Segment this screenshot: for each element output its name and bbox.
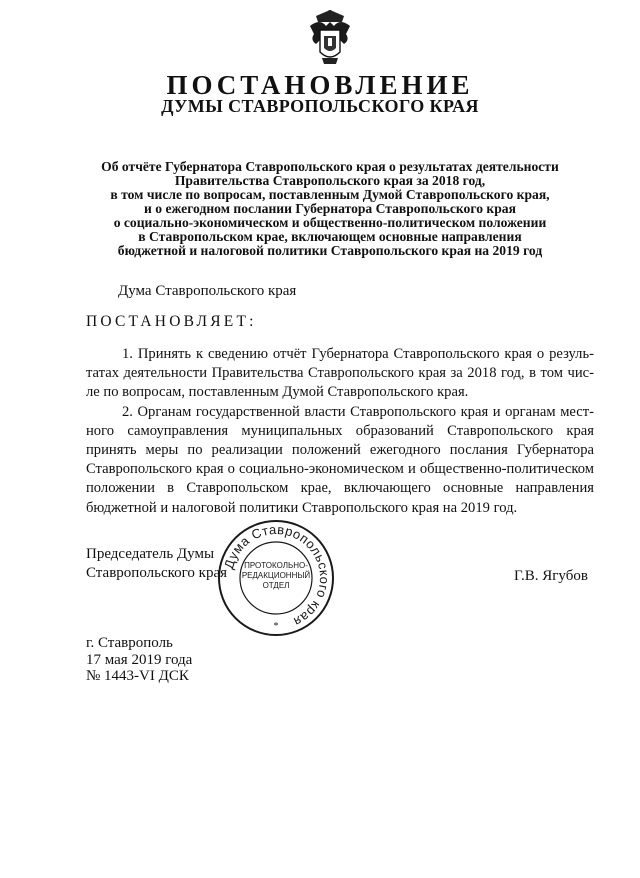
stamp-line: РЕДАКЦИОННЫЙ [241, 571, 311, 580]
position-line: Ставропольского края [86, 565, 227, 581]
resolves-heading: ПОСТАНОВЛЯЕТ: [86, 313, 257, 330]
svg-text:*: * [273, 621, 279, 632]
resolution-paragraph: 2. Органам государственной власти Ставропольского края и органам местного самоуправления муниципальных образований Ставропольского края принять меры по реализации положений ежегодного послания Губернатора Ставропольского края о социально-экономическом и общественно-политическом положении в Ставропольском крае, включающего основные направления бюджетной и налоговой политики Ставропольского края на 2019 год. [86, 403, 594, 516]
stavropol-coat-of-arms-icon [306, 8, 354, 68]
stamp-inner-text [238, 561, 314, 591]
subject-line: о социально-экономическом и общественно-политическом положении [113, 215, 547, 230]
document-number: № 1443-VI ДСК [86, 668, 189, 684]
stamp-line: ОТДЕЛ [262, 581, 290, 590]
subject-line: Об отчёте Губернатора Ставропольского края о результатах деятельности [101, 159, 559, 174]
resolution-body [86, 345, 594, 518]
stamp-line: ПРОТОКОЛЬНО- [244, 561, 308, 570]
resolution-subject [70, 160, 590, 258]
subject-line: бюджетной и налоговой политики Ставропольского края на 2019 год [117, 243, 543, 258]
document-footer [86, 635, 192, 685]
subject-line: в Ставропольском крае, включающем основные направления [138, 229, 522, 244]
document-subtitle: ДУМЫ СТАВРОПОЛЬСКОГО КРАЯ [161, 96, 479, 116]
place-of-issue: г. Ставрополь [86, 635, 173, 651]
subject-line: Правительства Ставропольского края за 2018 год, [174, 173, 486, 188]
signatory-position [86, 545, 227, 583]
issuing-body: Дума Ставропольского края [118, 283, 297, 299]
signatory-name: Г.В. Ягубов [514, 568, 588, 584]
document-title: ПОСТАНОВЛЕНИЕ [166, 70, 474, 100]
position-line: Председатель Думы [86, 546, 215, 562]
subject-line: и о ежегодном послании Губернатора Ставропольского края [144, 201, 516, 216]
issue-date: 17 мая 2019 года [86, 651, 193, 668]
subject-line: в том числе по вопросам, поставленным Думой Ставропольского края, [110, 187, 550, 202]
resolution-paragraph: 1. Принять к сведению отчёт Губернатора Ставропольского края о результатах деятельности Правительства Ставропольского края за 2018 год, в том числе по вопросам, поставленным Думой Ставропольского края. [86, 346, 594, 401]
svg-text:Дума Ставропольского края: Дума Ставропольского края [221, 521, 333, 630]
